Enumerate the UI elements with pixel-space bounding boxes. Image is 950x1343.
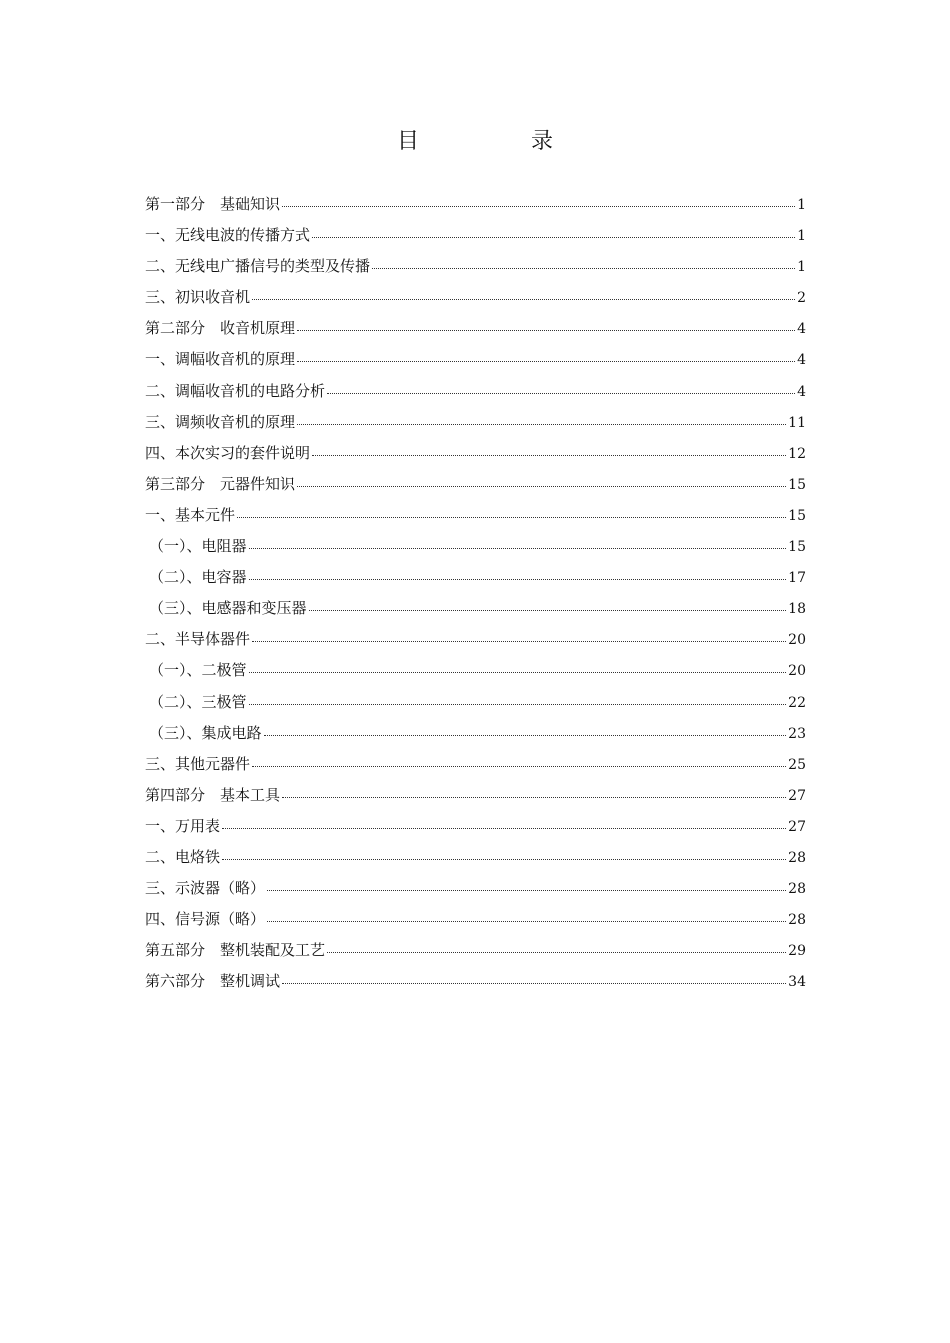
toc-entry: [145, 379, 806, 410]
toc-entry-label: 第五部分 整机装配及工艺: [145, 941, 326, 960]
toc-entry: [145, 472, 806, 503]
toc-entry: [145, 876, 806, 907]
dot-leader: [312, 225, 795, 240]
dot-leader: [252, 754, 786, 769]
toc-entry-label: 第三部分 元器件知识: [145, 474, 296, 493]
dot-leader: [249, 692, 787, 707]
toc-entry-label: 第六部分 整机调试: [145, 972, 281, 991]
toc-entry: [145, 752, 806, 783]
dot-leader: [222, 816, 786, 831]
toc-entry-label: 一、万用表: [145, 816, 221, 835]
toc-entry-page-number: 17: [788, 570, 806, 587]
toc-entry-page-number: 27: [788, 818, 806, 835]
title-char-1: 目: [396, 129, 419, 154]
toc-entry-page-number: 27: [788, 787, 806, 804]
toc-entry: [145, 503, 806, 534]
toc-entry-page-number: 18: [788, 601, 806, 618]
toc-entry-label: （二）、三极管: [149, 692, 247, 711]
toc-entry-page-number: 28: [788, 881, 806, 898]
toc-entry: [145, 596, 806, 627]
toc-entry-label: 三、其他元器件: [145, 754, 251, 773]
toc-entry-page-number: 1: [797, 259, 806, 276]
toc-entry: [145, 316, 806, 347]
toc-entry-page-number: 15: [788, 539, 806, 556]
toc-entry: [145, 565, 806, 596]
toc-entry: [145, 534, 806, 565]
dot-leader: [297, 474, 786, 489]
toc-entry-label: 第二部分 收音机原理: [145, 319, 296, 338]
toc-entry-page-number: 23: [788, 725, 806, 742]
title-char-2: 录: [531, 129, 554, 154]
dot-leader: [249, 567, 787, 582]
toc-entry-page-number: 12: [788, 445, 806, 462]
toc-entry: [145, 814, 806, 845]
toc-entry-label: 一、调幅收音机的原理: [145, 350, 296, 369]
toc-entry-label: 二、半导体器件: [145, 630, 251, 649]
dot-leader: [267, 878, 786, 893]
dot-leader: [297, 318, 795, 333]
toc-entry-label: 二、无线电广播信号的类型及传播: [145, 257, 371, 276]
toc-entry-page-number: 22: [788, 694, 806, 711]
toc-entry-label: 一、基本元件: [145, 505, 236, 524]
toc-entry: [145, 223, 806, 254]
toc-entry-page-number: 4: [797, 352, 806, 369]
toc-entry: [145, 441, 806, 472]
dot-leader: [297, 412, 786, 427]
dot-leader: [264, 723, 787, 738]
dot-leader: [249, 660, 787, 675]
toc-entry-page-number: 15: [788, 507, 806, 524]
toc-entry: [145, 721, 806, 752]
toc-entry-label: 二、调幅收音机的电路分析: [145, 381, 326, 400]
toc-entry-page-number: 28: [788, 849, 806, 866]
dot-leader: [282, 971, 786, 986]
toc-entry: [145, 845, 806, 876]
toc-entry: [145, 627, 806, 658]
dot-leader: [372, 256, 795, 271]
toc-entry: [145, 192, 806, 223]
toc-entry-label: 三、调频收音机的原理: [145, 412, 296, 431]
toc-entry-page-number: 29: [788, 943, 806, 960]
toc-entry: [145, 285, 806, 316]
toc-entry-page-number: 1: [797, 197, 806, 213]
toc-entry: [145, 783, 806, 814]
toc-entry: [145, 907, 806, 938]
dot-leader: [267, 909, 786, 924]
toc-entry-page-number: 34: [788, 974, 806, 991]
dot-leader: [297, 349, 795, 364]
toc-entry-label: （一）、电阻器: [149, 537, 247, 556]
toc-entry-label: 第一部分 基础知识: [145, 195, 281, 213]
toc-entry: [145, 658, 806, 689]
toc-entry-page-number: 28: [788, 912, 806, 929]
dot-leader: [282, 194, 795, 209]
dot-leader: [252, 629, 786, 644]
dot-leader: [312, 443, 786, 458]
toc-entry: [145, 938, 806, 969]
dot-leader: [249, 536, 787, 551]
toc-entry-label: （三）、集成电路: [149, 723, 262, 742]
dot-leader: [327, 381, 795, 396]
toc-entry: [145, 969, 806, 1000]
toc-entry-page-number: 20: [788, 663, 806, 680]
toc-entry-page-number: 1: [797, 228, 806, 245]
toc-entry-page-number: 4: [797, 321, 806, 338]
dot-leader: [237, 505, 786, 520]
toc-entry-page-number: 4: [797, 383, 806, 400]
toc-entry-page-number: 11: [788, 414, 806, 431]
toc-entry-page-number: 20: [788, 632, 806, 649]
toc-entry-label: 三、示波器（略）: [145, 879, 266, 898]
toc-entry-label: 二、电烙铁: [145, 847, 221, 866]
toc-entry-label: （二）、电容器: [149, 568, 247, 587]
toc-entry-label: 四、本次实习的套件说明: [145, 443, 311, 462]
toc-entry-label: 三、初识收音机: [145, 288, 251, 307]
toc-entry-page-number: 2: [797, 290, 806, 307]
toc-entry-page-number: 15: [788, 476, 806, 493]
toc-entry: [145, 347, 806, 378]
page-title: [0, 124, 950, 155]
toc-entry-label: 四、信号源（略）: [145, 910, 266, 929]
table-of-contents: [145, 192, 806, 1000]
dot-leader: [327, 940, 786, 955]
toc-entry-page-number: 25: [788, 756, 806, 773]
toc-entry: [145, 690, 806, 721]
toc-entry: [145, 410, 806, 441]
dot-leader: [222, 847, 786, 862]
dot-leader: [252, 287, 795, 302]
dot-leader: [309, 598, 787, 613]
toc-entry-label: 第四部分 基本工具: [145, 785, 281, 804]
dot-leader: [282, 785, 786, 800]
toc-entry: [145, 254, 806, 285]
toc-entry-label: 一、无线电波的传播方式: [145, 226, 311, 245]
toc-entry-label: （三）、电感器和变压器: [149, 599, 307, 618]
toc-entry-label: （一）、二极管: [149, 661, 247, 680]
